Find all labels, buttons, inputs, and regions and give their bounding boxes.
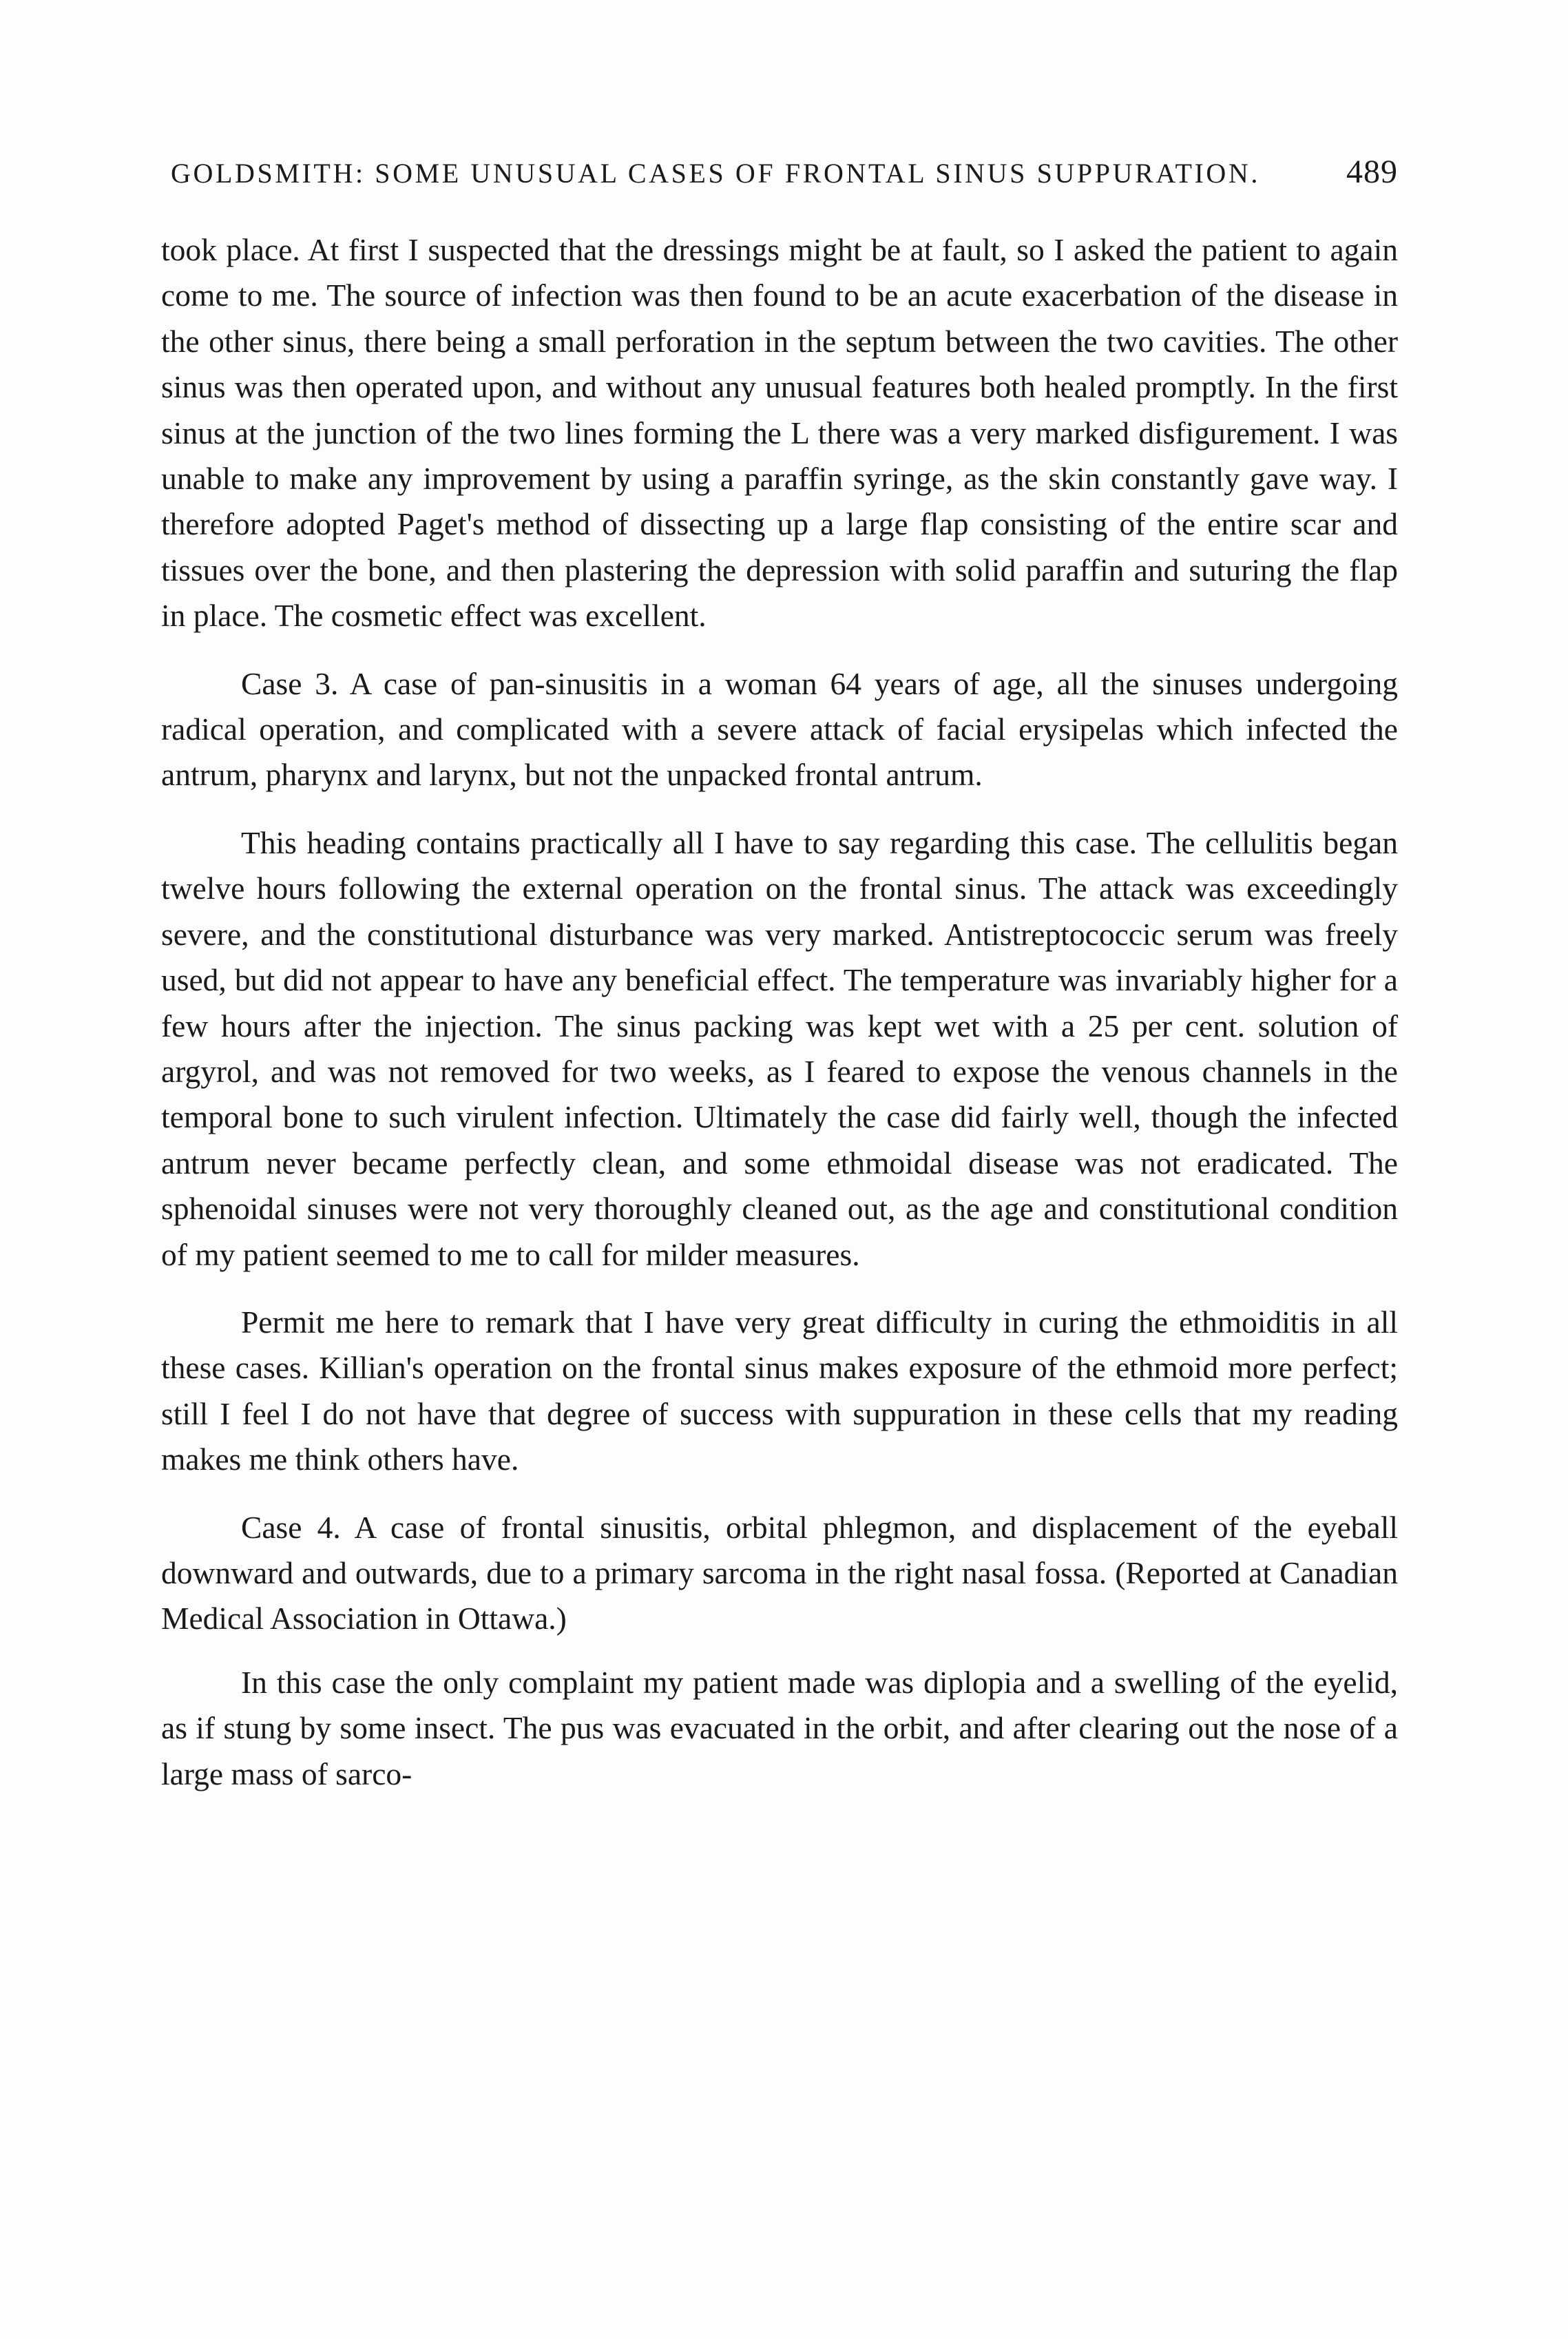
running-head (171, 153, 1398, 197)
body-text (161, 227, 1398, 1797)
paragraph-case-3-heading: Case 3. A case of pan-sinusitis in a woman 64 years of age, all the sinuses undergoing radical operation, and complicated with a severe attack of facial erysipelas which infected the antrum, pharynx and larynx, but not the unpacked frontal antrum. (161, 665, 1398, 793)
paragraph-case-3-discussion: This heading contains practically all I have to say regarding this case. The cellulitis began twelve hours following the external operation on the frontal sinus. The attack was exceedingly severe, and the constitutional disturbance was very marked. Antistreptococcic serum was freely used, but did not appear to have any beneficial effect. The temperature was invariably higher for a few hours after the injection. The sinus packing was kept wet with a 25 per cent. solution of argyrol, and was not removed for two weeks, as I feared to expose the venous channels in the temporal bone to such virulent infection. Ultimately the case did fairly well, though the infected antrum never became perfectly clean, and some ethmoidal disease was not eradicated. The sphenoidal sinuses were not very thoroughly cleaned out, as the age and constitutional condition of my patient seemed to me to call for milder measures. (161, 824, 1398, 1272)
page-number: 489 (1346, 154, 1398, 190)
paragraph-case-4-heading: Case 4. A case of frontal sinusitis, orbital phlegmon, and displacement of the eyeball downward and outwards, due to a primary sarcoma in the right nasal fossa. (Reported at Canadian Medical Association in Ottawa.) (161, 1509, 1398, 1636)
running-title: GOLDSMITH: SOME UNUSUAL CASES OF FRONTAL SINUS SUPPURATION. (171, 158, 1260, 189)
paragraph-case-2-continuation: took place. At first I suspected that the dressings might be at fault, so I asked the patient to again come to me. The source of infection was then found to be an acute exacerbation of the disease in the other sinus, there being a small perforation in the septum between the two cavities. The other sinus was then operated upon, and without any unusual features both healed promptly. In the first sinus at the junction of the two lines forming the L there was a very marked disfigurement. I was unable to make any improvement by using a paraffin syringe, as the skin constantly gave way. I therefore adopted Paget's method of dissecting up a large flap consisting of the entire scar and tissues over the bone, and then plastering the depression with solid paraffin and suturing the flap in place. The cosmetic effect was excellent. (161, 232, 1398, 634)
paragraph-ethmoiditis-remark: Permit me here to remark that I have very great difficulty in curing the ethmoiditis in all these cases. Killian's operation on the frontal sinus makes exposure of the ethmoid more perfect; still I feel I do not have that degree of success with suppuration in these cells that my reading makes me think others have. (161, 1304, 1398, 1477)
paragraph-case-4-discussion: In this case the only complaint my patient made was diplopia and a swelling of the eyelid, as if stung by some insect. The pus was evacuated in the orbit, and after clearing out the nose of a large mass of sarco- (161, 1664, 1398, 1791)
